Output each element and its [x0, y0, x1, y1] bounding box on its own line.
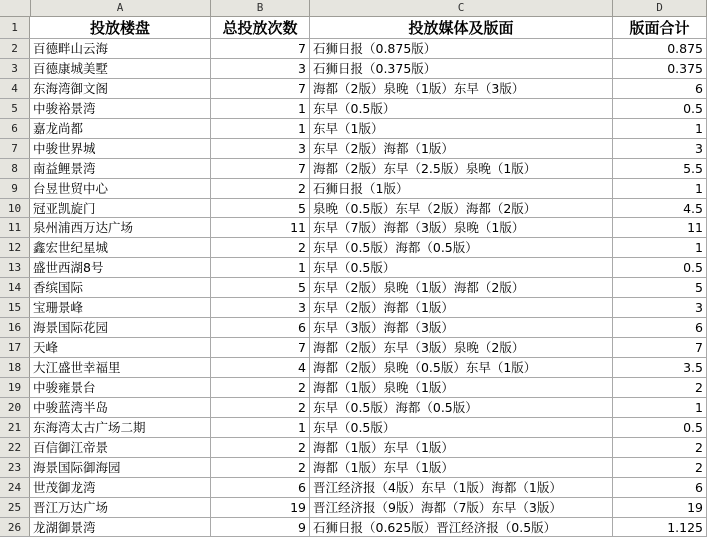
header-cell-total[interactable]: 版面合计	[613, 17, 707, 38]
cell-count[interactable]: 3	[211, 298, 310, 317]
row-number[interactable]: 11	[0, 218, 30, 237]
cell-project[interactable]: 香缤国际	[30, 278, 211, 297]
cell-total[interactable]: 19	[613, 498, 707, 517]
data-rows	[0, 39, 707, 537]
cell-count[interactable]: 1	[211, 99, 310, 118]
cell-media[interactable]: 泉晚（0.5版）东早（2版）海都（2版）	[310, 199, 613, 218]
cell-project[interactable]: 天峰	[30, 338, 211, 357]
cell-project[interactable]: 台昱世贸中心	[30, 179, 211, 198]
cell-total[interactable]: 2	[613, 458, 707, 477]
cell-media[interactable]: 东早（0.5版）	[310, 418, 613, 437]
table-row	[0, 278, 707, 298]
table-row	[0, 398, 707, 418]
cell-media[interactable]: 海都（1版）东早（1版）	[310, 438, 613, 457]
cell-total[interactable]: 2	[613, 378, 707, 397]
cell-total[interactable]: 11	[613, 218, 707, 237]
cell-project[interactable]: 东海湾御文阁	[30, 79, 211, 98]
cell-project[interactable]: 百信御江帝景	[30, 438, 211, 457]
cell-total[interactable]: 0.5	[613, 258, 707, 277]
cell-project[interactable]: 中骏裕景湾	[30, 99, 211, 118]
cell-media[interactable]: 东早（2版）海都（1版）	[310, 298, 613, 317]
cell-media[interactable]: 晋江经济报（9版）海都（7版）东早（3版）	[310, 498, 613, 517]
cell-media[interactable]: 东早（2版）海都（1版）	[310, 139, 613, 158]
row-number[interactable]: 6	[0, 119, 30, 138]
row-number[interactable]: 5	[0, 99, 30, 118]
cell-media[interactable]: 东早（0.5版）	[310, 258, 613, 277]
cell-project[interactable]: 冠亚凯旋门	[30, 199, 211, 218]
cell-project[interactable]: 东海湾太古广场二期	[30, 418, 211, 437]
cell-count[interactable]: 1	[211, 418, 310, 437]
cell-count[interactable]: 19	[211, 498, 310, 517]
cell-project[interactable]: 世茂御龙湾	[30, 478, 211, 497]
row-number[interactable]: 16	[0, 318, 30, 337]
cell-total[interactable]: 0.875	[613, 39, 707, 58]
table-row	[0, 159, 707, 179]
cell-total[interactable]: 3	[613, 298, 707, 317]
cell-count[interactable]: 2	[211, 179, 310, 198]
row-number[interactable]: 7	[0, 139, 30, 158]
cell-count[interactable]: 6	[211, 318, 310, 337]
cell-total[interactable]: 7	[613, 338, 707, 357]
cell-media[interactable]: 东早（0.5版）	[310, 99, 613, 118]
row-number[interactable]: 24	[0, 478, 30, 497]
cell-total[interactable]: 1	[613, 179, 707, 198]
row-number[interactable]: 23	[0, 458, 30, 477]
cell-total[interactable]: 1	[613, 119, 707, 138]
table-row	[0, 458, 707, 478]
cell-total[interactable]: 1.125	[613, 518, 707, 537]
cell-total[interactable]: 6	[613, 318, 707, 337]
cell-total[interactable]: 0.5	[613, 99, 707, 118]
row-number[interactable]: 4	[0, 79, 30, 98]
select-all-corner[interactable]	[0, 0, 31, 16]
row-number[interactable]: 17	[0, 338, 30, 357]
table-row	[0, 199, 707, 219]
cell-count[interactable]: 5	[211, 199, 310, 218]
table-row	[0, 218, 707, 238]
table-row	[0, 498, 707, 518]
cell-project[interactable]: 宝珊景峰	[30, 298, 211, 317]
cell-count[interactable]: 3	[211, 139, 310, 158]
cell-total[interactable]: 2	[613, 438, 707, 457]
cell-project[interactable]: 百德畔山云海	[30, 39, 211, 58]
row-number[interactable]: 10	[0, 199, 30, 218]
cell-project[interactable]: 泉州浦西万达广场	[30, 218, 211, 237]
row-number[interactable]: 25	[0, 498, 30, 517]
cell-media[interactable]: 海都（1版）东早（1版）	[310, 458, 613, 477]
cell-count[interactable]: 2	[211, 398, 310, 417]
table-row	[0, 179, 707, 199]
cell-media[interactable]: 石狮日报（0.875版）	[310, 39, 613, 58]
header-row	[0, 17, 707, 39]
cell-project[interactable]: 中骏世界城	[30, 139, 211, 158]
column-header-b[interactable]: B	[211, 0, 310, 16]
table-row	[0, 478, 707, 498]
cell-project[interactable]: 中骏蓝湾半岛	[30, 398, 211, 417]
cell-count[interactable]: 6	[211, 478, 310, 497]
column-header-d[interactable]: D	[613, 0, 707, 16]
cell-total[interactable]: 0.5	[613, 418, 707, 437]
cell-count[interactable]: 2	[211, 458, 310, 477]
cell-total[interactable]: 1	[613, 238, 707, 257]
cell-total[interactable]: 4.5	[613, 199, 707, 218]
row-number[interactable]: 13	[0, 258, 30, 277]
cell-project[interactable]: 海景国际花园	[30, 318, 211, 337]
cell-media[interactable]: 海都（2版）泉晚（0.5版）东早（1版）	[310, 358, 613, 377]
table-row	[0, 79, 707, 99]
cell-media[interactable]: 海都（2版）泉晚（1版）东早（3版）	[310, 79, 613, 98]
cell-media[interactable]: 海都（1版）泉晚（1版）	[310, 378, 613, 397]
column-header-a[interactable]: A	[30, 0, 211, 16]
cell-media[interactable]: 东早（0.5版）海都（0.5版）	[310, 398, 613, 417]
cell-project[interactable]: 大江盛世幸福里	[30, 358, 211, 377]
cell-total[interactable]: 3	[613, 139, 707, 158]
header-cell-count[interactable]: 总投放次数	[211, 17, 310, 38]
row-number[interactable]: 1	[0, 17, 30, 38]
cell-media[interactable]: 东早（0.5版）海都（0.5版）	[310, 238, 613, 257]
cell-total[interactable]: 5.5	[613, 159, 707, 178]
cell-project[interactable]: 百德康城美墅	[30, 59, 211, 78]
cell-media[interactable]: 东早（7版）海都（3版）泉晚（1版）	[310, 218, 613, 237]
row-number[interactable]: 14	[0, 278, 30, 297]
row-number[interactable]: 9	[0, 179, 30, 198]
row-number[interactable]: 26	[0, 518, 30, 537]
table-row	[0, 318, 707, 338]
row-number[interactable]: 8	[0, 159, 30, 178]
cell-count[interactable]: 2	[211, 438, 310, 457]
cell-count[interactable]: 7	[211, 338, 310, 357]
cell-total[interactable]: 0.375	[613, 59, 707, 78]
table-row	[0, 518, 707, 538]
cell-total[interactable]: 3.5	[613, 358, 707, 377]
table-row	[0, 238, 707, 258]
table-row	[0, 99, 707, 119]
cell-count[interactable]: 7	[211, 39, 310, 58]
column-header-c[interactable]: C	[310, 0, 613, 16]
cell-project[interactable]: 南益鲤景湾	[30, 159, 211, 178]
cell-project[interactable]: 龙湖御景湾	[30, 518, 211, 537]
row-number[interactable]: 18	[0, 358, 30, 377]
row-number[interactable]: 20	[0, 398, 30, 417]
row-number[interactable]: 19	[0, 378, 30, 397]
table-row	[0, 378, 707, 398]
cell-count[interactable]: 7	[211, 159, 310, 178]
table-row	[0, 338, 707, 358]
table-row	[0, 298, 707, 318]
cell-media[interactable]: 石狮日报（0.375版）	[310, 59, 613, 78]
row-number[interactable]: 22	[0, 438, 30, 457]
cell-project[interactable]: 鑫宏世纪星城	[30, 238, 211, 257]
column-header-bar	[0, 0, 707, 17]
cell-project[interactable]: 嘉龙尚都	[30, 119, 211, 138]
row-number[interactable]: 2	[0, 39, 30, 58]
cell-count[interactable]: 2	[211, 238, 310, 257]
cell-count[interactable]: 1	[211, 258, 310, 277]
table-row	[0, 438, 707, 458]
cell-media[interactable]: 晋江经济报（4版）东早（1版）海都（1版）	[310, 478, 613, 497]
cell-media[interactable]: 石狮日报（0.625版）晋江经济报（0.5版）	[310, 518, 613, 537]
table-row	[0, 119, 707, 139]
cell-media[interactable]: 石狮日报（1版）	[310, 179, 613, 198]
cell-media[interactable]: 东早（2版）泉晚（1版）海都（2版）	[310, 278, 613, 297]
cell-count[interactable]: 2	[211, 378, 310, 397]
cell-count[interactable]: 11	[211, 218, 310, 237]
header-cell-media[interactable]: 投放媒体及版面	[310, 17, 613, 38]
cell-media[interactable]: 海都（2版）东早（3版）泉晚（2版）	[310, 338, 613, 357]
cell-project[interactable]: 盛世西湖8号	[30, 258, 211, 277]
row-number[interactable]: 12	[0, 238, 30, 257]
table-row	[0, 39, 707, 59]
cell-total[interactable]: 6	[613, 79, 707, 98]
cell-count[interactable]: 1	[211, 119, 310, 138]
cell-count[interactable]: 5	[211, 278, 310, 297]
table-row	[0, 258, 707, 278]
table-row	[0, 59, 707, 79]
cell-total[interactable]: 1	[613, 398, 707, 417]
table-row	[0, 418, 707, 438]
cell-total[interactable]: 6	[613, 478, 707, 497]
row-number[interactable]: 3	[0, 59, 30, 78]
cell-count[interactable]: 7	[211, 79, 310, 98]
cell-project[interactable]: 晋江万达广场	[30, 498, 211, 517]
table-row	[0, 358, 707, 378]
cell-count[interactable]: 4	[211, 358, 310, 377]
cell-media[interactable]: 东早（3版）海都（3版）	[310, 318, 613, 337]
cell-project[interactable]: 中骏雍景台	[30, 378, 211, 397]
cell-media[interactable]: 海都（2版）东早（2.5版）泉晚（1版）	[310, 159, 613, 178]
cell-media[interactable]: 东早（1版）	[310, 119, 613, 138]
cell-total[interactable]: 5	[613, 278, 707, 297]
row-number[interactable]: 21	[0, 418, 30, 437]
row-number[interactable]: 15	[0, 298, 30, 317]
cell-count[interactable]: 9	[211, 518, 310, 537]
cell-count[interactable]: 3	[211, 59, 310, 78]
cell-project[interactable]: 海景国际御海园	[30, 458, 211, 477]
header-cell-project[interactable]: 投放楼盘	[30, 17, 211, 38]
table-row	[0, 139, 707, 159]
